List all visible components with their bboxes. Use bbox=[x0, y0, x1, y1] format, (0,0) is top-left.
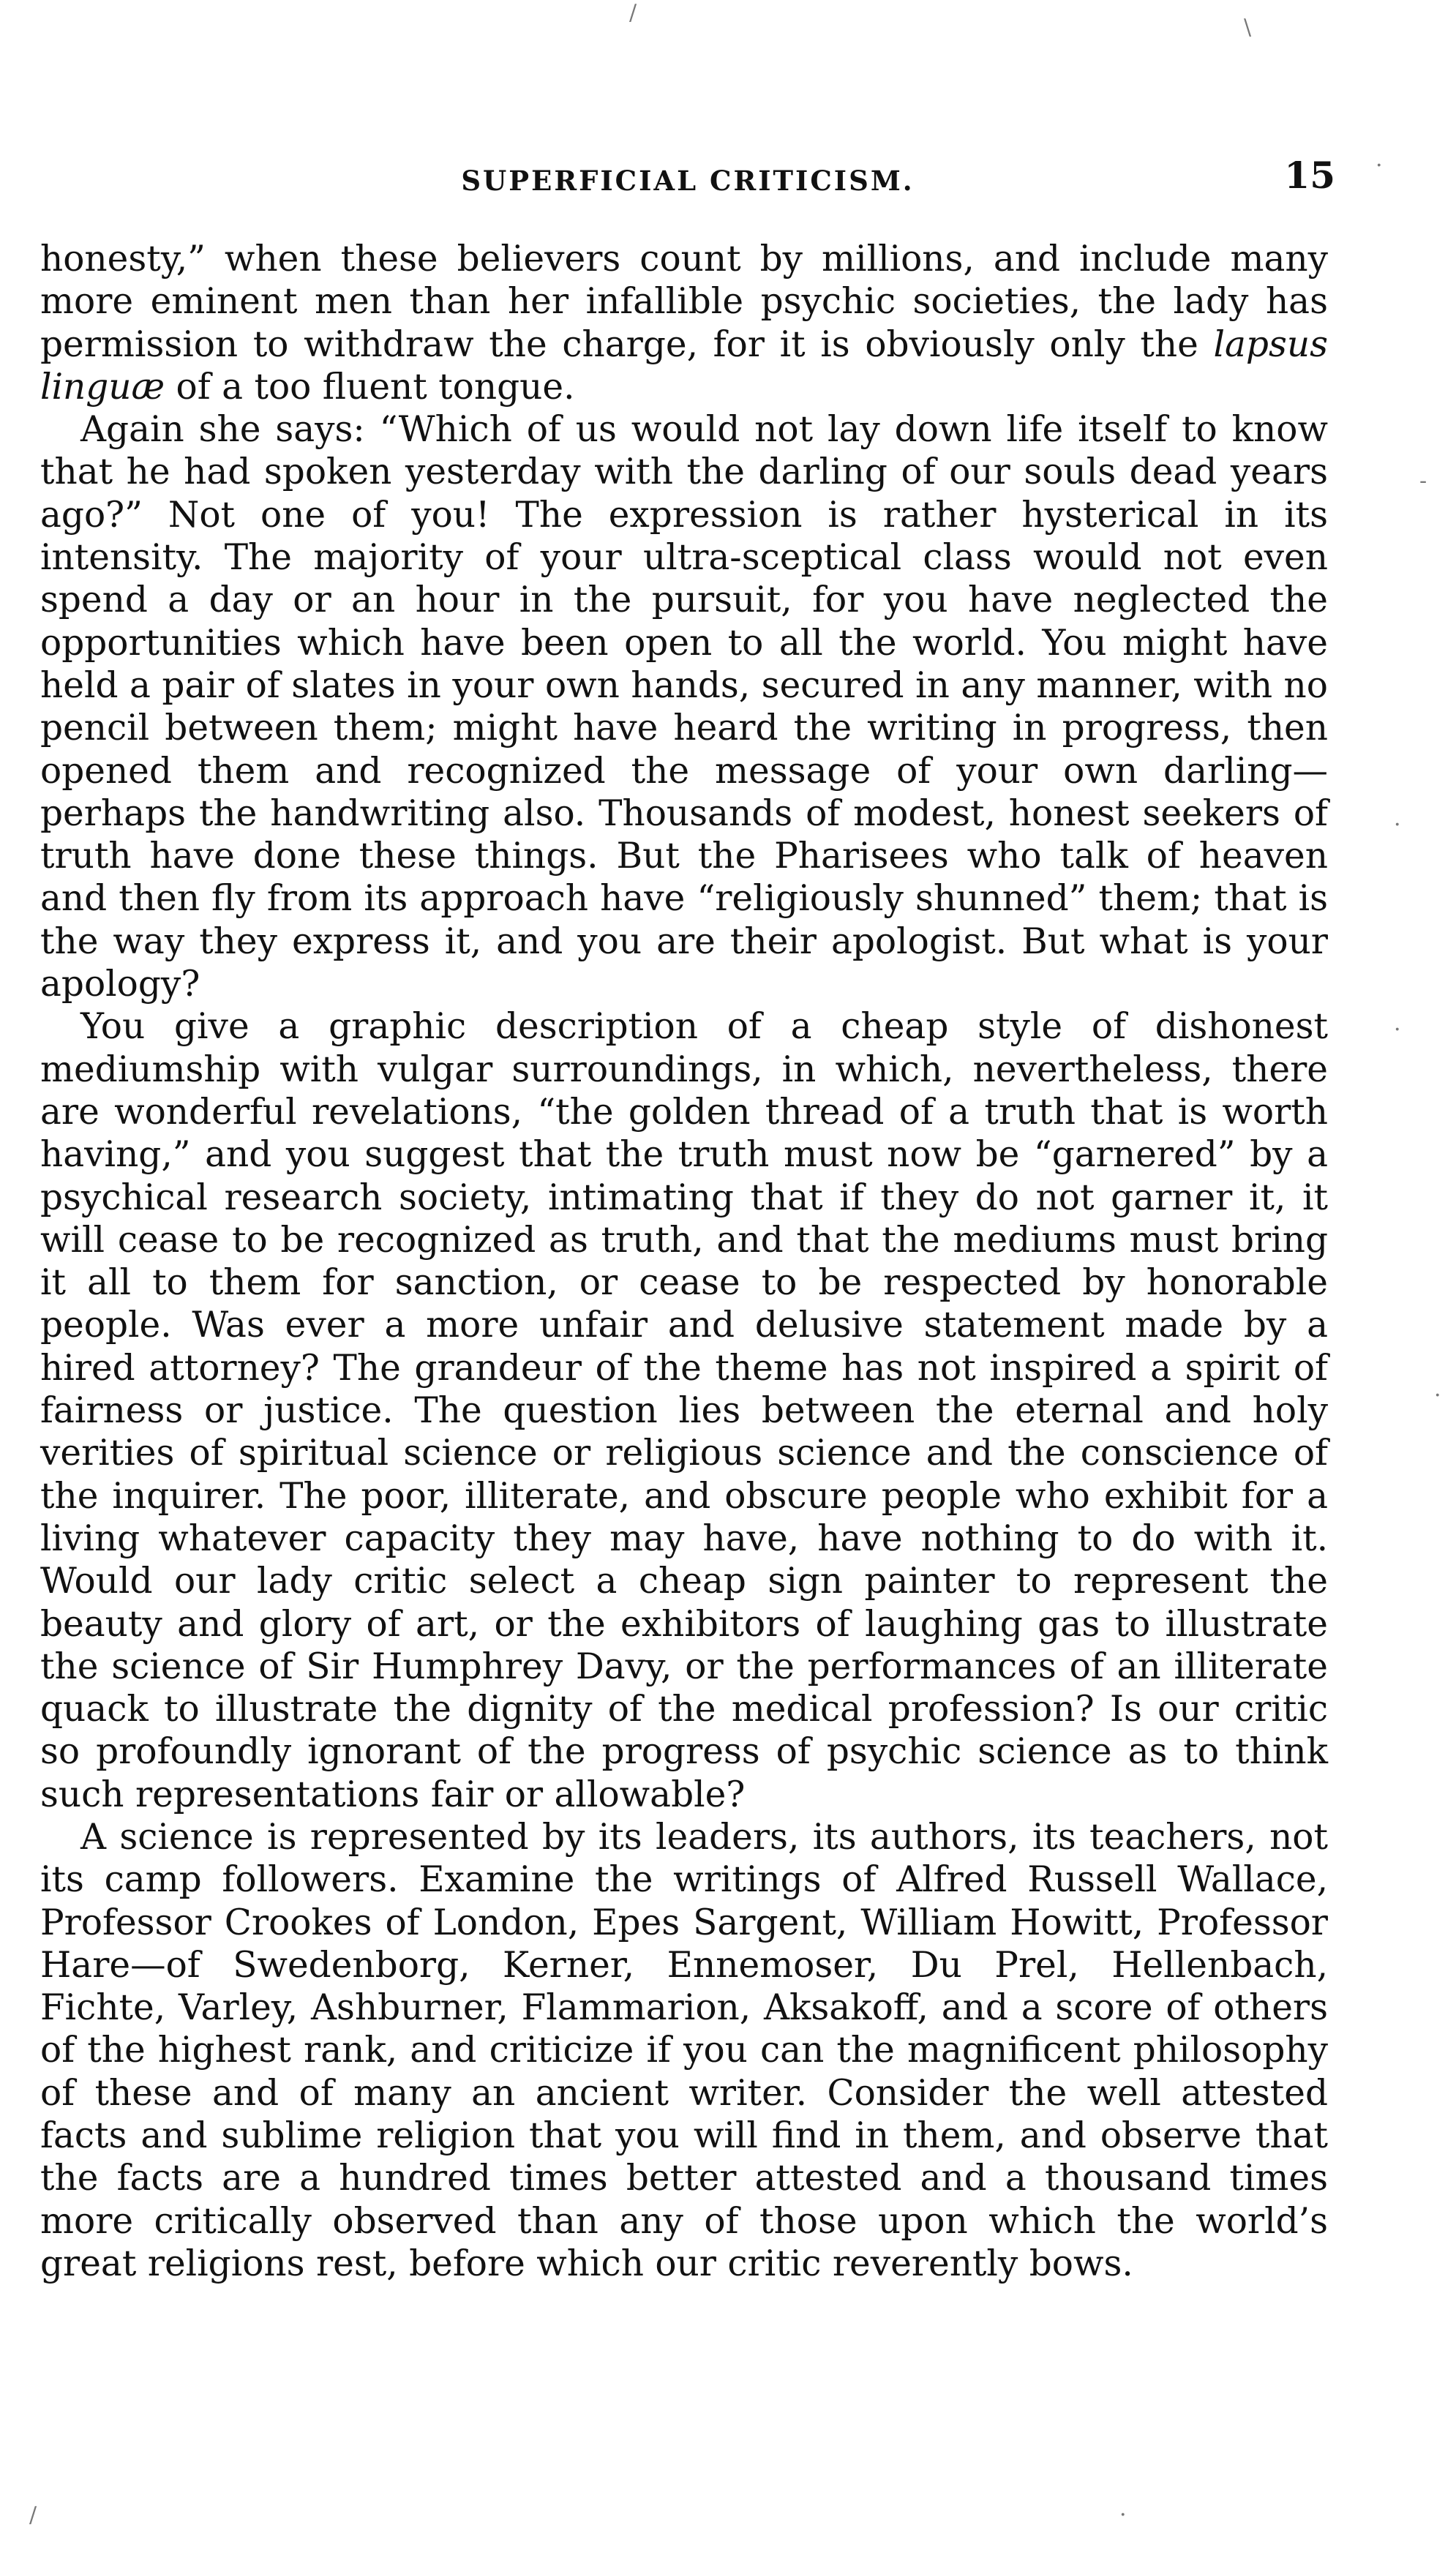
paragraph-1 bbox=[40, 238, 1328, 408]
scan-mark: · bbox=[1119, 2502, 1127, 2528]
latin-phrase: lapsus linguæ bbox=[40, 323, 1328, 408]
running-title: SUPERFICIAL CRITICISM. bbox=[461, 165, 915, 197]
scan-mark: \ bbox=[1244, 15, 1252, 40]
paragraph-2: Again she says: “Which of us would not lay down life itself to know that he had spoken yesterday with the darling of our souls dead years ago?” Not one of you! The expression is rather hysterical in its intensity. The majority of your ultra-sceptical class would not even spend a day or an hour in the pursuit, for you have neglected the opportunities which have been open to all the world. You might have held a pair of slates in your own hands, secured in any manner, with no pencil between them; might have heard the writing in progress, then opened them and recognized the message of your own darling—perhaps the handwriting also. Thousands of modest, honest seekers of truth have done these things. But the Pharisees who talk of heaven and then fly from its approach have “religiously shunned” them; that is the way they express it, and you are their apologist. But what is your apology? bbox=[40, 409, 1328, 1005]
paragraph-4: A science is represented by its leaders, its authors, its teachers, not its camp followers. Examine the writings of Alfred Russell Wallace, Professor Crookes of London, Epes Sargent, William Howitt, Professor Hare—of Swedenborg, Kerner, Ennemoser, Du Prel, Hellenbach, Fichte, Varley, Ashburner, Flammarion, Aksakoff, and a score of others of the highest rank, and criticize if you can the magnificent philosophy of these and of many an ancient writer. Consider the well attested facts and sublime religion that you will find in them, and observe that the facts are a hundred times better attested and a thousand times more critically observed than any of those upon which the world’s great religions rest, before which our critic reverently bows. bbox=[40, 1816, 1328, 2284]
paragraph-1-text: honesty,” when these believers count by millions, and include many more eminent men than her infallible psychic societies, the lady has permission to withdraw the charge, for it is obviously only the bbox=[40, 239, 1328, 365]
page-header bbox=[40, 154, 1335, 205]
scan-mark: . bbox=[1376, 146, 1383, 172]
scan-mark: · bbox=[1394, 1017, 1401, 1043]
page-number: 15 bbox=[1284, 154, 1335, 197]
body-text bbox=[40, 238, 1328, 2285]
paragraph-3: You give a graphic description of a cheap style of dishonest mediumship with vulgar surroundings, in which, nevertheless, there are wonderful revelations, “the golden thread of a truth that is worth having,” and you suggest that the truth must now be “garnered” by a psychical research society, intimating that if they do not garner it, it will cease to be recognized as truth, and that the mediums must bring it all to them for sanction, or cease to be respected by honorable people. Was ever a more unfair and delusive statement made by a hired attorney? The grandeur of the theme has not inspired a spirit of fairness or justice. The question lies between the eternal and holy verities of spiritual science or religious science and the conscience of the inquirer. The poor, illiterate, and obscure people who exhibit for a living whatever capacity they may have, have nothing to do with it. Would our lady critic select a cheap sign painter to represent the beauty and glory of art, or the exhibitors of laughing gas to illustrate the science of Sir Humphrey Davy, or the performances of an illiterate quack to illustrate the dignity of the medical profession? Is our critic so profoundly ignorant of the progress of psychic science as to think such representations fair or allowable? bbox=[40, 1006, 1328, 1815]
scan-mark: · bbox=[1394, 812, 1401, 838]
paragraph-1-text-end: of a too fluent tongue. bbox=[165, 366, 575, 408]
scan-mark: / bbox=[29, 2502, 37, 2528]
scan-mark: · bbox=[1434, 1383, 1441, 1408]
scan-mark: / bbox=[629, 0, 637, 26]
scan-mark: - bbox=[1419, 468, 1427, 494]
